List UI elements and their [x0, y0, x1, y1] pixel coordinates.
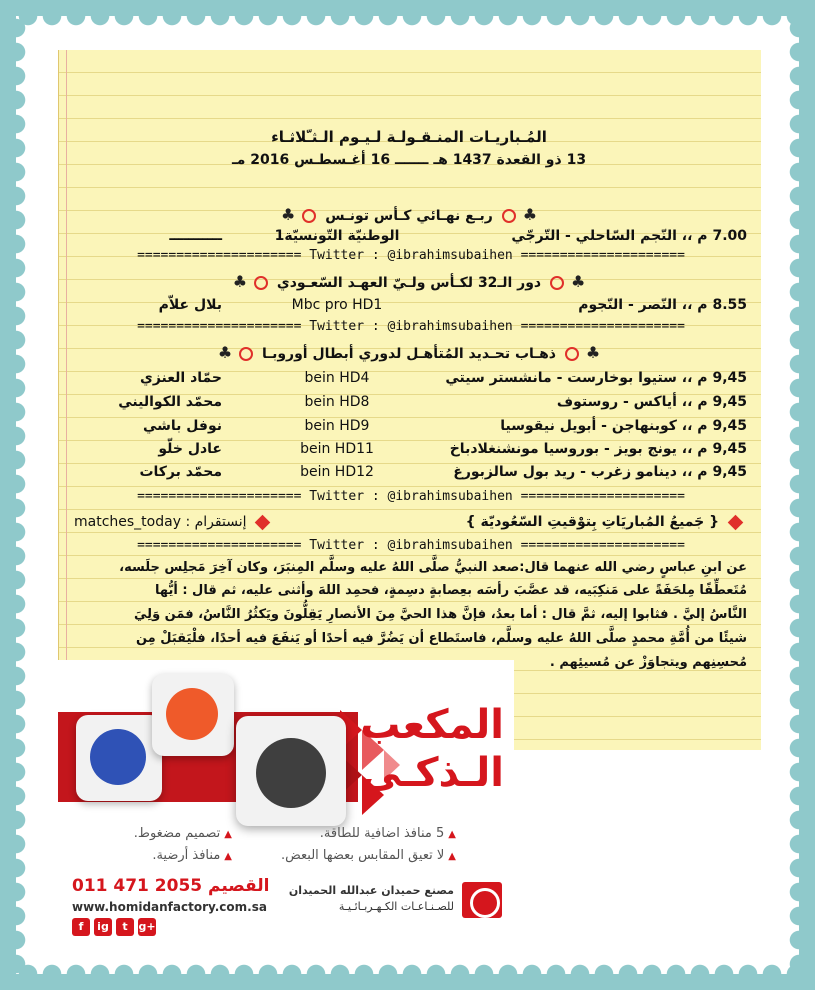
- red-diamond-icon: [728, 514, 744, 530]
- hadith-line: النَّاسُ إليَّ . فثابوا إليه، ثمَّ قال : أما بعدُ، فإنَّ هذا الحيَّ مِنَ الأنصارِ يَقِلُّونَ ويَكثُرُ النَّاسُ، فمَن وَلِيَ: [134, 607, 747, 622]
- google-plus-icon[interactable]: g+: [138, 918, 156, 936]
- section-title-text: ذهـاب تحـديد المُتأهـل لدوري أبطال أوروبـا: [262, 346, 556, 362]
- ad-feature: ▲لا تعيق المقابس بعضها البعض.: [280, 848, 456, 863]
- match-channel: Mbc pro HD1: [291, 297, 383, 313]
- match-row: [62, 228, 747, 250]
- instagram-handle-text: إنستقرام : matches_today: [74, 514, 247, 530]
- page-title: المُـباريـات المنـقـولـة لـيـوم الـثـّلاثـاء: [271, 128, 547, 146]
- red-diamond-icon: [255, 514, 271, 530]
- ad-city: القصيم: [208, 876, 270, 896]
- match-channel: bein HD9: [304, 418, 370, 434]
- timezone-note: [466, 514, 747, 530]
- ad-title: الـذكـي: [361, 750, 504, 796]
- ad-website[interactable]: www.homidanfactory.com.sa: [72, 900, 267, 914]
- match-channel: bein HD8: [304, 394, 370, 410]
- match-row: [62, 370, 747, 392]
- match-teams: 9,45 م ،، ستيوا بوخارست - مانشستر سيتي: [445, 370, 747, 386]
- stamp-edge-left: [16, 16, 30, 974]
- match-row: [62, 394, 747, 416]
- blue-socket: [90, 729, 146, 785]
- section-title: [58, 272, 760, 291]
- date-line: 13 ذو القعدة 1437 هـ ـــــــ 16 أغـسطـس 2016 مـ: [231, 152, 587, 168]
- red-circle-icon: [254, 276, 268, 290]
- club-icon: ♣: [570, 272, 586, 291]
- ad-feature: ▲منافذ أرضية.: [152, 848, 232, 863]
- company-tagline: للصـنـاعـات الكـهـربـائـيـة: [338, 900, 454, 913]
- company-logo-icon: [462, 882, 502, 918]
- red-circle-icon: [565, 347, 579, 361]
- ad-feature: ▲5 منافذ اضافية للطاقة.: [319, 826, 456, 841]
- hadith-line: عن ابنِ عباسٍ رضي الله عنهما قال:صعد النبيُّ صلَّى اللهُ عليه وسلَّم المِنبَرَ، وكان آخِرَ مَجلِس جلَسه،: [119, 560, 747, 575]
- timezone-note-text: { جَميعُ المُباريَاتِ بِتوْقيتِ السّعُوديّة }: [465, 514, 720, 530]
- twitter-separator: ===================== Twitter : @ibrahimsubaihen =====================: [137, 538, 685, 553]
- club-icon: ♣: [232, 272, 248, 291]
- match-commentator: حمّاد العنزي: [139, 370, 222, 386]
- blue-cube-image: [76, 715, 162, 801]
- match-channel: bein HD12: [300, 464, 374, 480]
- section-title-text: دور الـ32 لكـأس ولـيّ العهـد السّعـودي: [276, 275, 542, 291]
- hadith-line: مُتَعطِّفًا مِلحَفَةً على مَنكِبَيه، قد عصَّبَ رأسَه بعِصابةٍ دسِمةٍ، فحمِد اللهَ وأثنى عليه، ثم قال : أيُّها: [155, 583, 747, 598]
- match-teams: 7.00 م ،، النّجم السّاحلي - التّرجّي: [511, 228, 747, 244]
- twitter-separator: ===================== Twitter : @ibrahimsubaihen =====================: [137, 319, 685, 334]
- red-circle-icon: [239, 347, 253, 361]
- stamp-edge-right: [785, 16, 799, 974]
- ad-title: المكعب: [360, 702, 504, 748]
- match-row: [62, 297, 747, 319]
- red-circle-icon: [302, 209, 316, 223]
- match-row: [62, 464, 747, 486]
- advertisement: [58, 660, 514, 938]
- section-title: [58, 205, 760, 224]
- match-commentator: عادل خلّو: [158, 441, 222, 457]
- match-row: [62, 441, 747, 463]
- orange-socket: [166, 688, 218, 740]
- match-teams: 9,45 م ،، أياكس - روستوف: [556, 394, 747, 410]
- red-circle-icon: [550, 276, 564, 290]
- facebook-icon[interactable]: f: [72, 918, 90, 936]
- match-teams: 9,45 م ،، يونج بويز - بوروسيا مونشنغلادباخ: [449, 441, 747, 457]
- match-teams: 9,45 م ،، دينامو زغرب - ريد بول سالزبورغ: [453, 464, 747, 480]
- twitter-separator: ===================== Twitter : @ibrahimsubaihen =====================: [137, 248, 685, 263]
- club-icon: ♣: [217, 343, 233, 362]
- club-icon: ♣: [522, 205, 538, 224]
- instagram-icon[interactable]: ig: [94, 918, 112, 936]
- gray-cube-image: [236, 716, 346, 826]
- match-row: [62, 418, 747, 440]
- match-commentator: محمّد بركات: [139, 464, 222, 480]
- section-title: [58, 343, 760, 362]
- match-commentator: محمّد الكواليني: [118, 394, 222, 410]
- match-channel: الوطنيّة التّونسيّة1: [274, 228, 400, 244]
- twitter-separator: ===================== Twitter : @ibrahimsubaihen =====================: [137, 489, 685, 504]
- hadith-line: شيئًا من أُمَّةِ محمدٍ صلَّى اللهُ عليه وسلَّم، فاستَطاع أن يَضُرَّ فيه أحدًا أو يَنفَعَ فيه أحدًا، فلْيَقبَلْ مِن: [135, 631, 747, 646]
- section-title-text: ربـع نهـائي كـأس تونـس: [325, 208, 493, 224]
- ad-phone: 011 471 2055: [72, 876, 203, 896]
- stamp-edge-top: [16, 16, 799, 30]
- match-channel: bein HD4: [304, 370, 370, 386]
- orange-cube-image: [152, 674, 234, 756]
- match-teams: 9,45 م ،، كوبنهاجن - أبويل نيقوسيا: [500, 418, 747, 434]
- match-commentator: نوفل باشي: [142, 418, 222, 434]
- red-circle-icon: [502, 209, 516, 223]
- match-teams: 8.55 م ،، النّصر - النّجوم: [578, 297, 747, 313]
- twitter-icon[interactable]: t: [116, 918, 134, 936]
- gray-socket: [256, 738, 326, 808]
- instagram-handle: [74, 514, 274, 530]
- ad-feature: ▲تصميم مضغوط.: [133, 826, 232, 841]
- match-commentator: بلال علاّم: [158, 297, 222, 313]
- stamp-edge-bottom: [16, 960, 799, 974]
- hadith-line: مُحسِنِهم ويتجاوَزْ عن مُسيئِهم .: [549, 655, 747, 670]
- club-icon: ♣: [585, 343, 601, 362]
- company-name: مصنع حميدان عبدالله الحميدان: [288, 884, 454, 897]
- match-commentator: ـــــــــــ: [169, 228, 222, 244]
- club-icon: ♣: [280, 205, 296, 224]
- match-channel: bein HD11: [300, 441, 374, 457]
